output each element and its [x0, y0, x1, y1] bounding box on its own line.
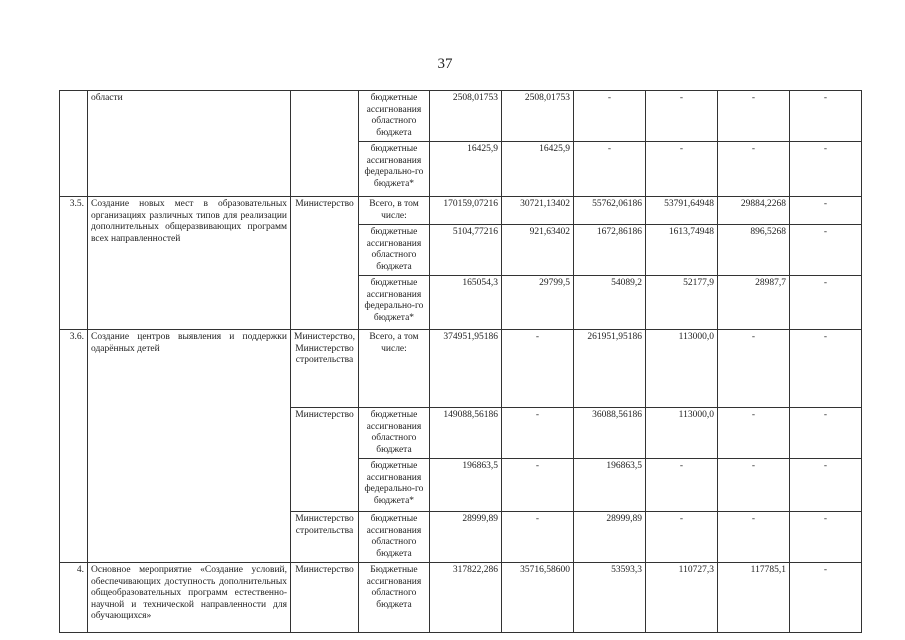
value-cell: 1672,86186: [573, 225, 645, 276]
value-cell: 165054,3: [429, 276, 501, 330]
value-cell: 28999,89: [429, 512, 501, 563]
value-cell: 29799,5: [501, 276, 573, 330]
value-cell: -: [645, 459, 717, 512]
value-cell: 52177,9: [645, 276, 717, 330]
value-cell: 1613,74948: [645, 225, 717, 276]
value-cell: 2508,01753: [429, 91, 501, 142]
executor: Министерство строительства: [291, 512, 359, 563]
funding-source: Всего, в том числе:: [358, 197, 429, 225]
funding-source: Бюджетные ассигнования областного бюджета: [358, 563, 429, 633]
executor: Министерство: [291, 563, 359, 633]
page-number: 37: [437, 56, 453, 72]
item-name: Основное мероприятие «Создание условий, обеспечивающих доступность дополнительных общеобразовательных программ естественно-научной и технической направленности для обучающихся»: [88, 563, 291, 633]
value-cell: -: [717, 408, 789, 459]
value-cell: 261951,95186: [573, 330, 645, 408]
value-cell: 16425,9: [429, 142, 501, 197]
funding-source: бюджетные ассигнования федерально-го бюджета*: [358, 142, 429, 197]
value-cell: -: [501, 512, 573, 563]
value-cell: -: [717, 91, 789, 142]
item-number: [60, 91, 88, 197]
table-row: [60, 563, 862, 633]
value-cell: 35716,58600: [501, 563, 573, 633]
value-cell: 28999,89: [573, 512, 645, 563]
value-cell: 196863,5: [573, 459, 645, 512]
value-cell: -: [789, 459, 861, 512]
value-cell: -: [501, 330, 573, 408]
funding-source: бюджетные ассигнования федерально-го бюджета*: [358, 276, 429, 330]
value-cell: 53791,64948: [645, 197, 717, 225]
value-cell: -: [645, 91, 717, 142]
value-cell: -: [645, 512, 717, 563]
table-row: [60, 197, 862, 225]
item-number: 3.6.: [60, 330, 88, 563]
executor: Министерство: [291, 197, 359, 330]
value-cell: -: [573, 142, 645, 197]
value-cell: 921,63402: [501, 225, 573, 276]
value-cell: 54089,2: [573, 276, 645, 330]
value-cell: 149088,56186: [429, 408, 501, 459]
value-cell: -: [717, 142, 789, 197]
value-cell: -: [717, 459, 789, 512]
executor: Министерство: [291, 408, 359, 512]
funding-source: бюджетные ассигнования областного бюджета: [358, 408, 429, 459]
value-cell: 374951,95186: [429, 330, 501, 408]
value-cell: 16425,9: [501, 142, 573, 197]
table-row: [60, 91, 862, 142]
value-cell: -: [573, 91, 645, 142]
value-cell: -: [789, 225, 861, 276]
value-cell: -: [717, 512, 789, 563]
value-cell: 29884,2268: [717, 197, 789, 225]
item-name: Создание новых мест в образовательных организациях различных типов для реализации дополнительных общеразвивающих программ всех направленностей: [88, 197, 291, 330]
item-number: 4.: [60, 563, 88, 633]
value-cell: -: [789, 91, 861, 142]
budget-table: [59, 90, 862, 633]
value-cell: -: [789, 563, 861, 633]
funding-source: бюджетные ассигнования областного бюджета: [358, 512, 429, 563]
value-cell: -: [645, 142, 717, 197]
value-cell: -: [789, 512, 861, 563]
value-cell: 5104,77216: [429, 225, 501, 276]
value-cell: 110727,3: [645, 563, 717, 633]
value-cell: -: [789, 142, 861, 197]
item-name: области: [88, 91, 291, 197]
funding-source: Всего, а том числе:: [358, 330, 429, 408]
funding-source: бюджетные ассигнования областного бюджета: [358, 225, 429, 276]
funding-source: бюджетные ассигнования федерально-го бюджета*: [358, 459, 429, 512]
value-cell: -: [789, 408, 861, 459]
value-cell: -: [789, 276, 861, 330]
value-cell: 28987,7: [717, 276, 789, 330]
executor: [291, 91, 359, 197]
value-cell: 896,5268: [717, 225, 789, 276]
value-cell: 36088,56186: [573, 408, 645, 459]
value-cell: 170159,07216: [429, 197, 501, 225]
value-cell: -: [501, 408, 573, 459]
value-cell: 113000,0: [645, 330, 717, 408]
value-cell: -: [789, 197, 861, 225]
value-cell: -: [789, 330, 861, 408]
value-cell: 55762,06186: [573, 197, 645, 225]
value-cell: 317822,286: [429, 563, 501, 633]
executor: Министерство, Министерство строительства: [291, 330, 359, 408]
funding-source: бюджетные ассигнования областного бюджета: [358, 91, 429, 142]
value-cell: 30721,13402: [501, 197, 573, 225]
value-cell: -: [717, 330, 789, 408]
value-cell: 2508,01753: [501, 91, 573, 142]
value-cell: 196863,5: [429, 459, 501, 512]
item-name: Создание центров выявления и поддержки одарённых детей: [88, 330, 291, 563]
table-row: [60, 330, 862, 408]
value-cell: 117785,1: [717, 563, 789, 633]
item-number: 3.5.: [60, 197, 88, 330]
value-cell: -: [501, 459, 573, 512]
value-cell: 113000,0: [645, 408, 717, 459]
value-cell: 53593,3: [573, 563, 645, 633]
